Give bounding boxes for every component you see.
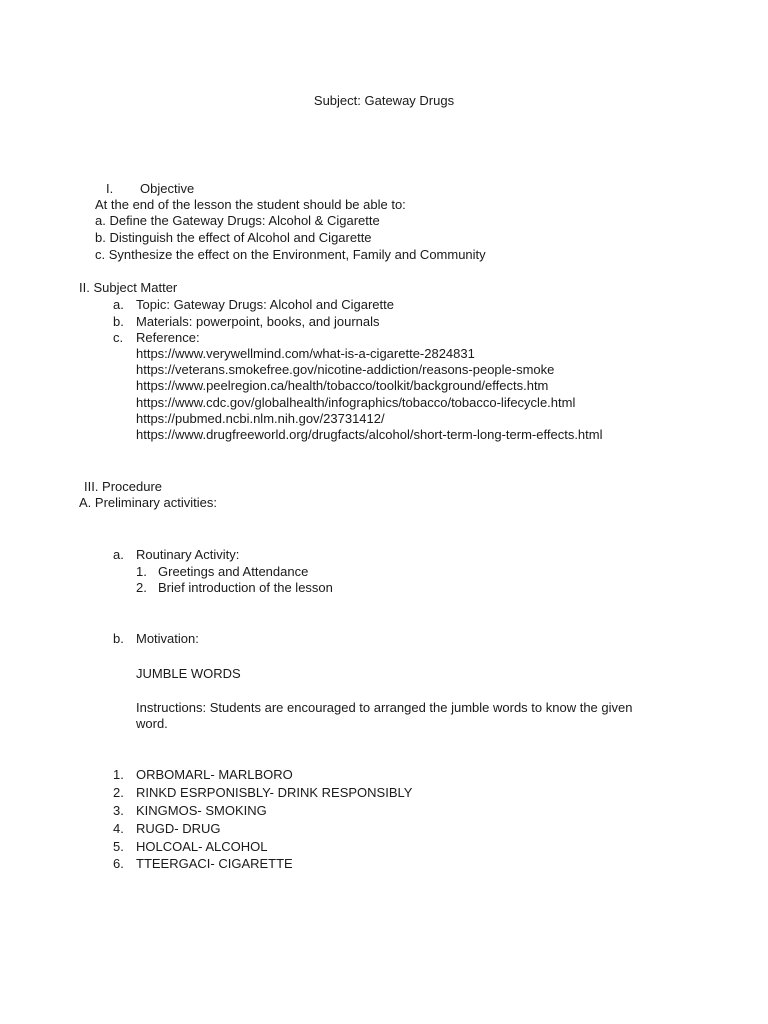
jumble-word: KINGMOS- SMOKING — [136, 803, 267, 818]
routinary-item: Brief introduction of the lesson — [158, 580, 333, 595]
procedure-heading: III. Procedure — [84, 479, 163, 494]
reference-link[interactable]: https://www.drugfreeworld.org/drugfacts/alcohol/short-term-long-term-effects.html — [136, 427, 603, 442]
jumble-marker: 3. — [113, 803, 124, 818]
reference-link[interactable]: https://pubmed.ncbi.nlm.nih.gov/23731412/ — [136, 411, 385, 426]
instructions-text: Instructions: Students are encouraged to arranged the jumble words to know the given — [136, 700, 633, 715]
jumble-word: ORBOMARL- MARLBORO — [136, 767, 293, 782]
reference-link[interactable]: https://www.cdc.gov/globalhealth/infographics/tobacco/tobacco-lifecycle.html — [136, 395, 576, 410]
subject-matter-marker: c. — [113, 330, 124, 345]
subject-matter-marker: b. — [113, 314, 124, 329]
document-title: Subject: Gateway Drugs — [313, 93, 455, 108]
objective-item: b. Distinguish the effect of Alcohol and Cigarette — [95, 230, 372, 245]
jumble-word: TTEERGACI- CIGARETTE — [136, 856, 293, 871]
jumble-marker: 6. — [113, 856, 124, 871]
objective-numeral: I. — [106, 181, 114, 196]
motivation-label: Motivation: — [136, 631, 199, 646]
reference-link[interactable]: https://www.verywellmind.com/what-is-a-cigarette-2824831 — [136, 346, 475, 361]
subject-matter-item: Materials: powerpoint, books, and journals — [136, 314, 380, 329]
jumble-word: HOLCOAL- ALCOHOL — [136, 839, 268, 854]
reference-link[interactable]: https://www.peelregion.ca/health/tobacco/toolkit/background/effects.htm — [136, 378, 549, 393]
jumble-word: RINKD ESRPONISBLY- DRINK RESPONSIBLY — [136, 785, 413, 800]
objective-item: c. Synthesize the effect on the Environment, Family and Community — [95, 247, 486, 262]
subject-matter-marker: a. — [113, 297, 124, 312]
routinary-item-marker: 1. — [136, 564, 147, 579]
routinary-label: Routinary Activity: — [136, 547, 240, 562]
jumble-words-title: JUMBLE WORDS — [136, 666, 241, 681]
jumble-marker: 4. — [113, 821, 124, 836]
instructions-text: word. — [136, 716, 168, 731]
jumble-marker: 2. — [113, 785, 124, 800]
subject-matter-item: Reference: — [136, 330, 200, 345]
routinary-item-marker: 2. — [136, 580, 147, 595]
procedure-subheading: A. Preliminary activities: — [79, 495, 217, 510]
subject-matter-heading: II. Subject Matter — [79, 280, 178, 295]
routinary-marker: a. — [113, 547, 124, 562]
objective-intro: At the end of the lesson the student should be able to: — [95, 197, 406, 212]
jumble-word: RUGD- DRUG — [136, 821, 221, 836]
reference-link[interactable]: https://veterans.smokefree.gov/nicotine-addiction/reasons-people-smoke — [136, 362, 555, 377]
routinary-item: Greetings and Attendance — [158, 564, 309, 579]
objective-item: a. Define the Gateway Drugs: Alcohol & Cigarette — [95, 213, 380, 228]
jumble-marker: 5. — [113, 839, 124, 854]
jumble-marker: 1. — [113, 767, 124, 782]
objective-heading: Objective — [140, 181, 195, 196]
subject-matter-item: Topic: Gateway Drugs: Alcohol and Cigarette — [136, 297, 394, 312]
motivation-marker: b. — [113, 631, 124, 646]
